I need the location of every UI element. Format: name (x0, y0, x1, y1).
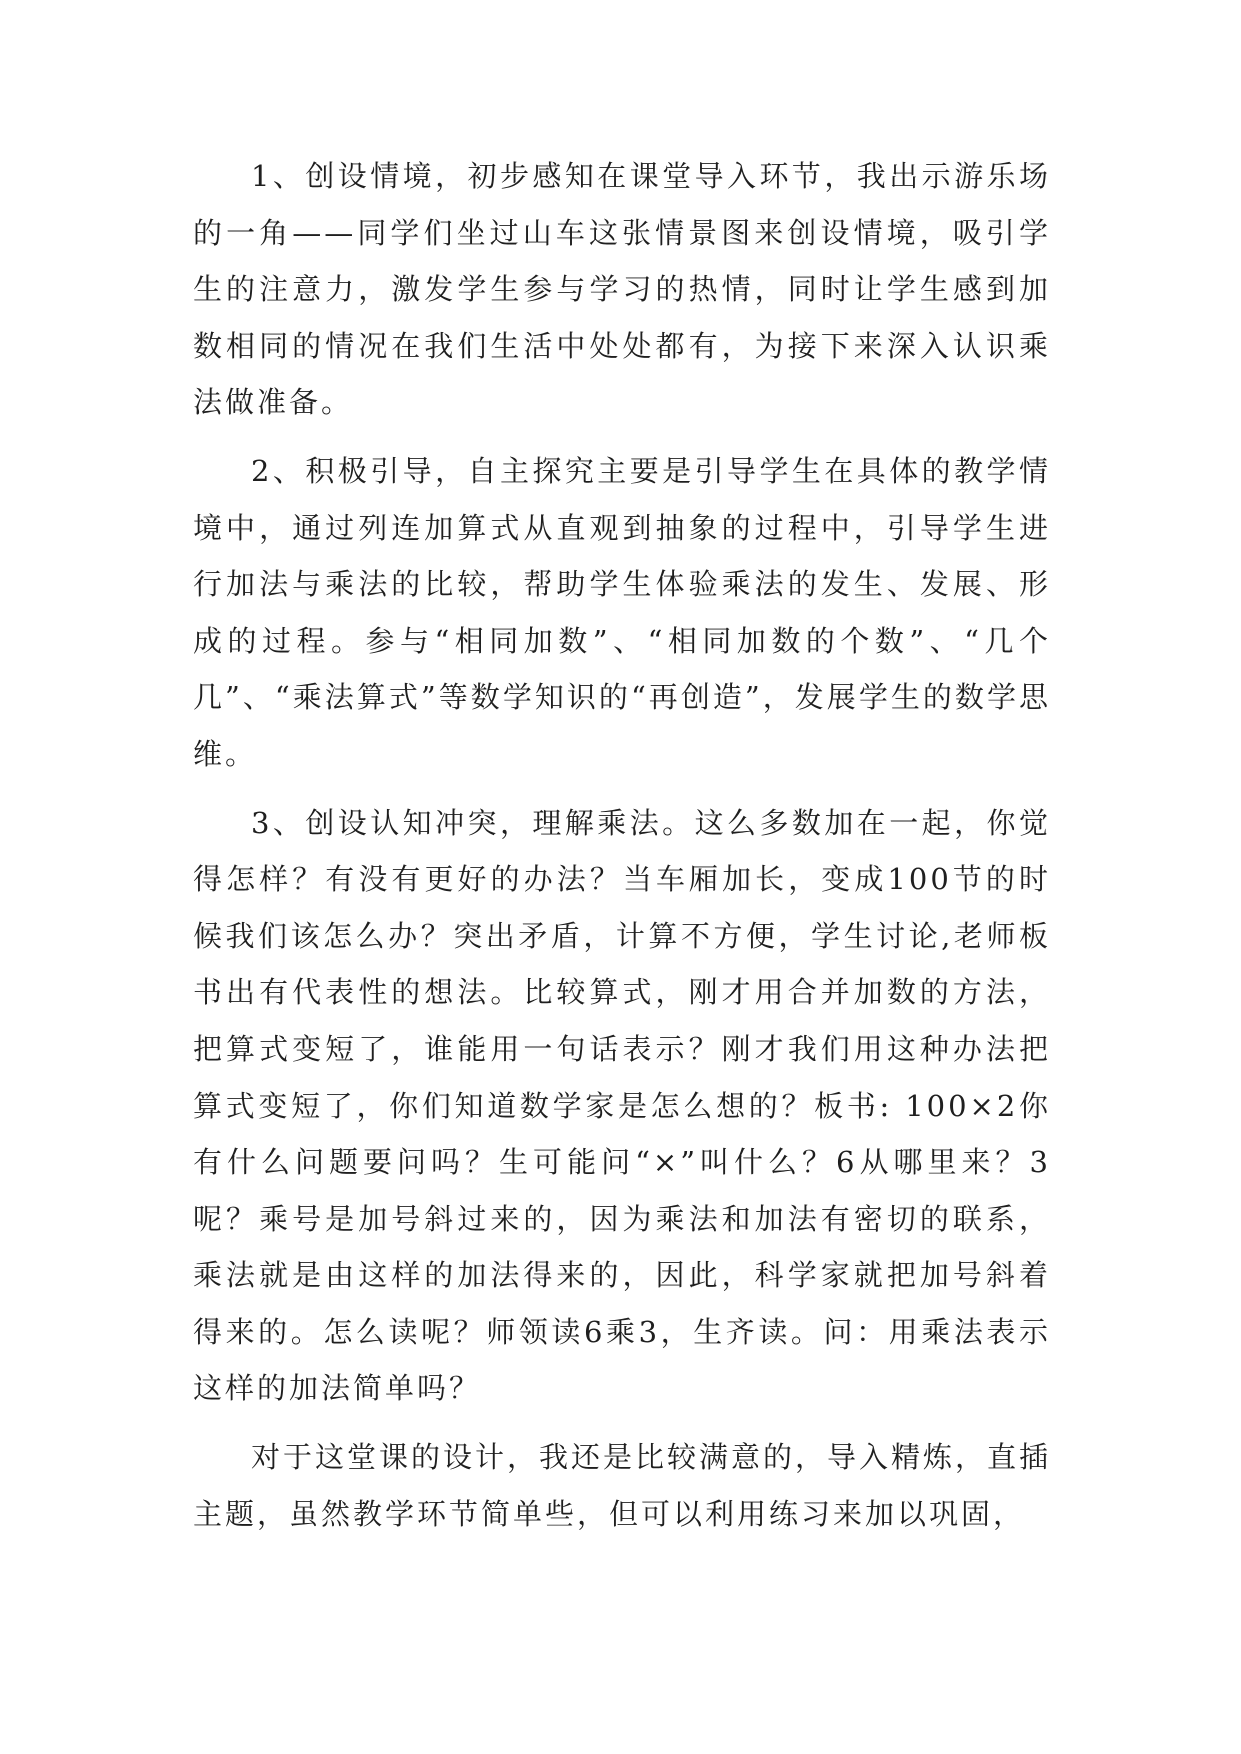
paragraph-4: 对于这堂课的设计，我还是比较满意的，导入精炼，直插主题，虽然教学环节简单些，但可以利用练习来加以巩固， (193, 1440, 1052, 1531)
paragraph-2: 2、积极引导，自主探究主要是引导学生在具体的教学情境中，通过列连加算式从直观到抽象的过程中，引导学生进行加法与乘法的比较，帮助学生体验乘法的发生、发展、形成的过程。参与“相同加数”、“相同加数的个数”、“几个几”、“乘法算式”等数学知识的“再创造”，发展学生的数学思维。 (193, 453, 1051, 771)
document-body (193, 148, 1051, 1554)
paragraph-3: 3、创设认知冲突，理解乘法。这么多数加在一起，你觉得怎样？有没有更好的办法？当车厢加长，变成100节的时候我们该怎么办？突出矛盾，计算不方便，学生讨论,老师板书出有代表性的想法。比较算式，刚才用合并加数的方法，把算式变短了，谁能用一句话表示？刚才我们用这种办法把算式变短了，你们知道数学家是怎么想的？板书: 100×2你有什么问题要问吗？生可能问“×”叫什么？6从哪里来？3呢？乘号是加号斜过来的，因为乘法和加法有密切的联系，乘法就是由这样的加法得来的，因此，科学家就把加号斜着得来的。怎么读呢？师领读6乘3，生齐读。问：用乘法表示这样的加法简单吗？ (193, 805, 1051, 1406)
paragraph-1: 1、创设情境，初步感知在课堂导入环节，我出示游乐场的一角——同学们坐过山车这张情景图来创设情境，吸引学生的注意力，激发学生参与学习的热情，同时让学生感到加数相同的情况在我们生活中处处都有，为接下来深入认识乘法做准备。 (193, 159, 1051, 420)
